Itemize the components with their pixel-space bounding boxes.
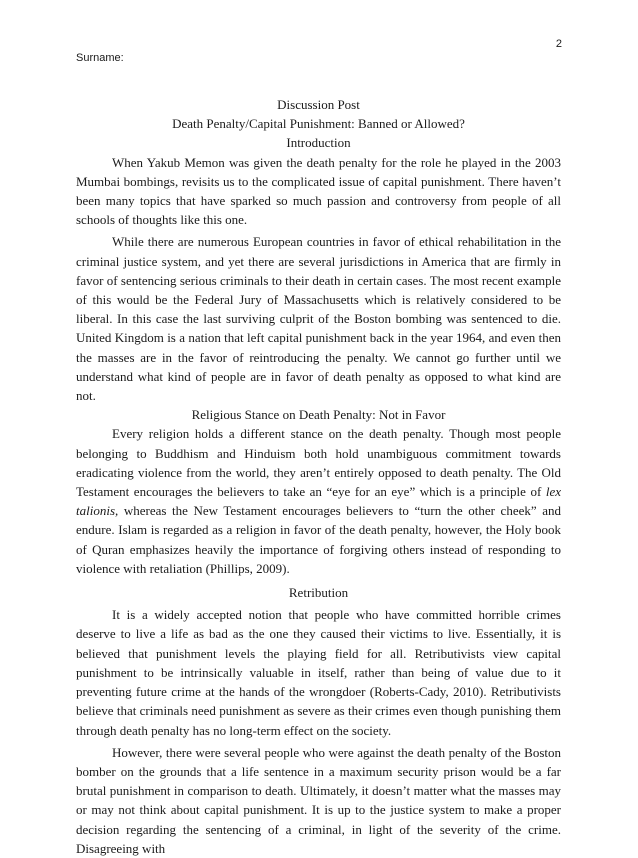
- paragraph-intro-1: When Yakub Memon was given the death penalty for the role he played in the 2003 Mumbai bombings, revisits us to the complicated issue of capital punishment. There haven’t been many topics that have sparked so much passion and controversy from people of all schools of thoughts like this one.: [76, 154, 561, 228]
- document-body: [76, 95, 561, 858]
- surname-label: Surname:: [76, 52, 124, 64]
- page-number: 2: [555, 38, 562, 50]
- paragraph-retribution-1: It is a widely accepted notion that people who have committed horrible crimes deserve to live a life as bad as the one they caused their victims to live. Essentially, it is believed that punishment levels the playing field for all. Retributivists view capital punishment to be intrinsically valuable in itself, rather than being of value due to it preventing future crime at the hands of the wrongdoer (Roberts-Cady, 2010). Retributivists believe that criminals need punishment as severe as their crimes even though punishing them through death penalty has no long-term effect on the society.: [76, 607, 561, 738]
- document-title: Discussion Post: [277, 97, 360, 112]
- paragraph-retribution-2: However, there were several people who were against the death penalty of the Boston bomber on the grounds that a life sentence in a maximum security prison would be a far brutal punishment in comparison to death. Ultimately, it doesn’t matter what the masses may or may not think about capital punishment. It is up to the justice system to make a proper decision regarding the sentencing of a criminal, in light of the severity of the crime. Disagreeing with: [76, 744, 561, 856]
- paragraph-religion: [76, 424, 561, 578]
- heading-retribution: Retribution: [288, 585, 349, 601]
- paragraph-intro-2: While there are numerous European countries in favor of ethical rehabilitation in the criminal justice system, and yet there are several jurisdictions in America that are firmly in favor of sentencing serious criminals to their death in certain cases. The most recent example of this would be the Federal Jury of Massachusetts which is relatively considered to be liberal. In this case the last surviving culprit of the Boston bombing was sentenced to die. United Kingdom is a nation that left capital punishment back in the year 1964, and even then the masses are in the favor of reintroducing the penalty. We cannot go further until we understand what kind of people are in favor of death penalty as opposed to what kind are not.: [76, 234, 561, 404]
- paragraph-religion-text-2: whereas the New Testament encourages believers to “turn the other cheek” and endure. Islam is regarded as a religion in favor of the death penalty, however, the Holy book of Quran emphasizes heavily the importance of forgiving others instead of responding to violence with retaliation (Phillips, 2009).: [76, 503, 561, 576]
- document-subtitle: Death Penalty/Capital Punishment: Banned or Allowed?: [172, 116, 465, 132]
- heading-religious-stance: Religious Stance on Death Penalty: Not in Favor: [191, 407, 446, 423]
- lex-talionis-italic: lex talionis,: [76, 484, 561, 519]
- heading-introduction: Introduction: [286, 135, 351, 151]
- paragraph-religion-text-1: Every religion holds a different stance on the death penalty. Though most people belonging to Buddhism and Hinduism both hold unambiguous commitment towards eradicating violence from the world, they aren’t entirely opposed to death penalty. The Old Testament encourages the believers to take an “eye for an eye” which is a principle of: [76, 426, 561, 500]
